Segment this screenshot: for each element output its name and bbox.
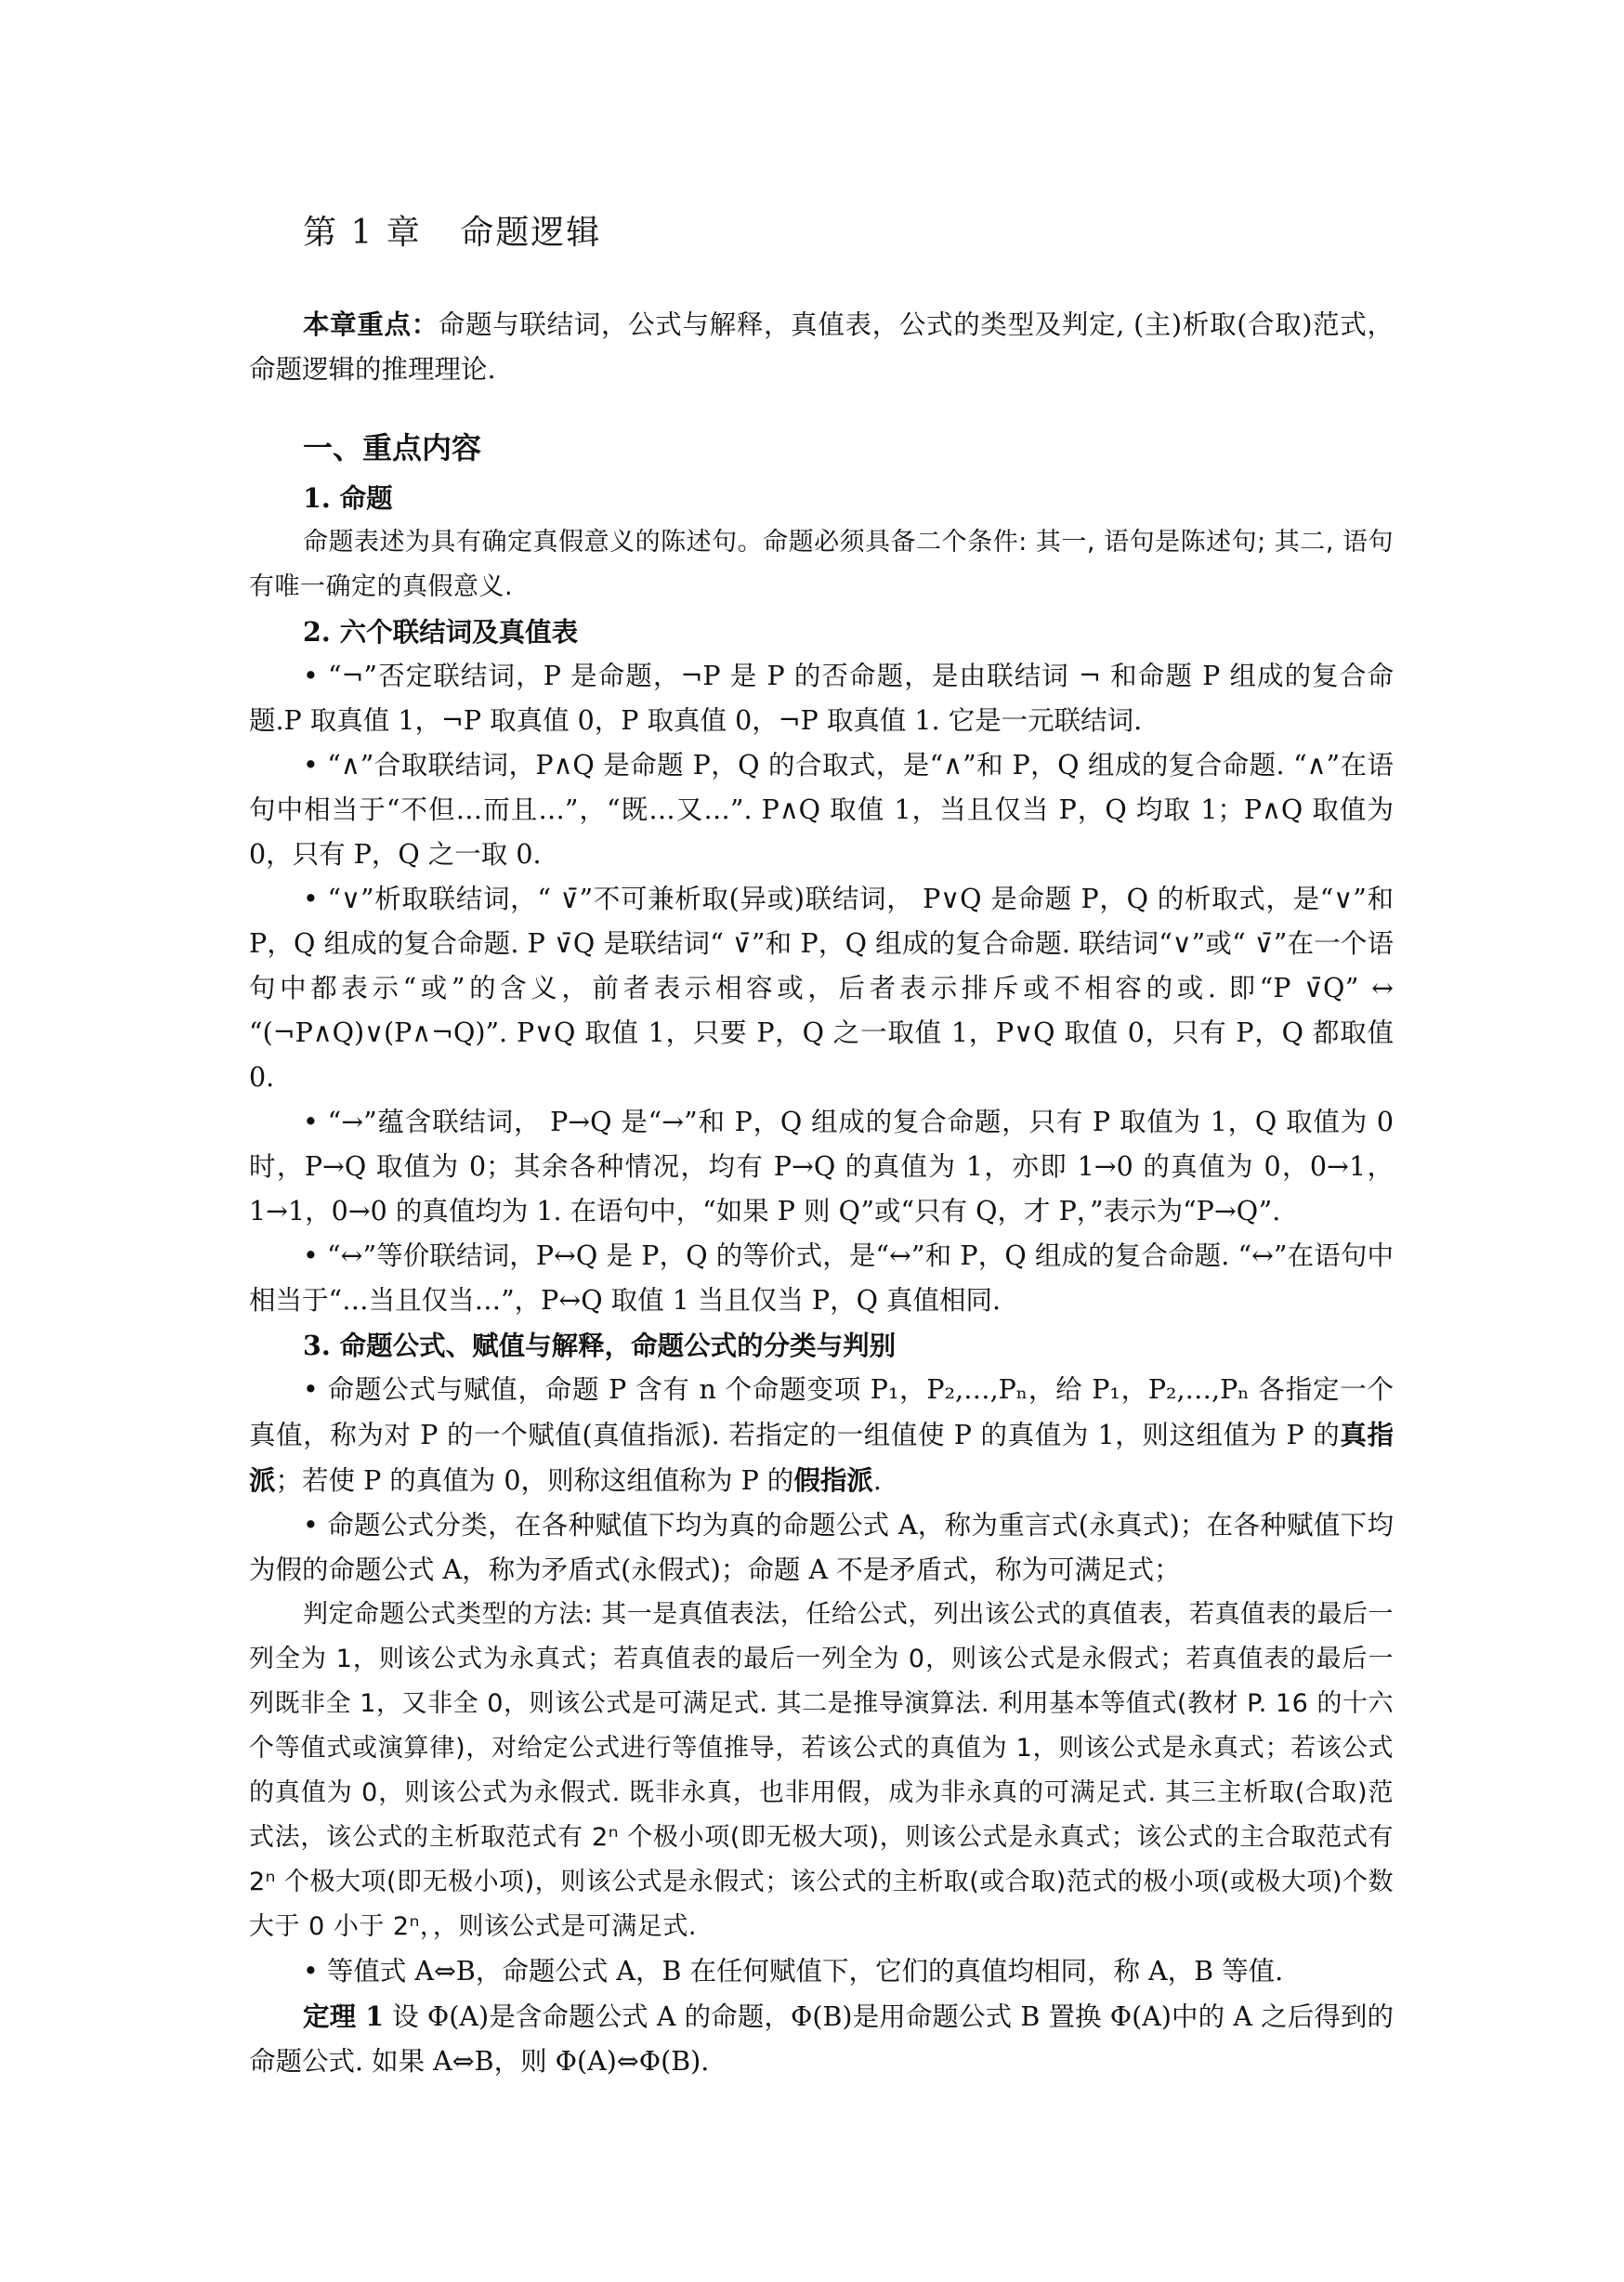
paragraph-implication: • “→”蕴含联结词， P→Q 是“→”和 P，Q 组成的复合命题，只有 P 取值为 1，Q 取值为 0 时，P→Q 取值为 0；其余各种情况，均有 P→Q 的真值为 1，亦即 1→0 的真值为 0，0→1，1→1，0→0 的真值均为 1. 在语句中，“如果 P 则 Q”或“只有 Q，才 P，”表示为“P→Q”. (249, 1107, 1394, 1226)
theorem-text: 设 Φ(A)是含命题公式 A 的命题，Φ(B)是用命题公式 B 置换 Φ(A)中的 A 之后得到的命题公式. 如果 A⇔B，则 Φ(A)⇔Φ(B). (249, 2001, 1394, 2077)
assignment-text-c: . (872, 1465, 882, 1496)
false-assignment-term: 假指派 (793, 1464, 873, 1496)
true-assignment-term: 真指派 (249, 1419, 1394, 1496)
focus-label: 本章重点： (303, 308, 439, 340)
paragraph-assignment (249, 1368, 1394, 1503)
section-title: 一、重点内容 (303, 430, 482, 466)
paragraph-equivalent-formula: • 等值式 A⇔B，命题公式 A，B 在任何赋值下，它们的真值均相同，称 A，B 等值. (303, 1956, 1284, 1987)
focus-text: 命题与联结词，公式与解释，真值表，公式的类型及判定, (主)析取(合取)范式，命题逻辑的推理理论. (249, 309, 1394, 385)
page-content (249, 206, 1394, 2084)
paragraph-proposition: 命题表述为具有确定真假意义的陈述句。命题必须具备二个条件: 其一, 语句是陈述句; 其二, 语句有唯一确定的真假意义. (249, 528, 1394, 601)
theorem-label: 定理 1 (303, 2000, 385, 2032)
paragraph-classification: • 命题公式分类，在各种赋值下均为真的命题公式 A，称为重言式(永真式)；在各种赋值下均为假的命题公式 A，称为矛盾式(永假式)；命题 A 不是矛盾式，称为可满足式； (249, 1510, 1394, 1585)
paragraph-methods: 判定命题公式类型的方法: 其一是真值表法，任给公式，列出该公式的真值表，若真值表的最后一列全为 1，则该公式为永真式；若真值表的最后一列全为 0，则该公式是永假式；若真值表的最后一列既非全 1，又非全 0，则该公式是可满足式. 其二是推导演算法. 利用基本等值式(教材 P. 16 的十六个等值式或演算律)，对给定公式进行等值推导，若该公式的真值为 1，则该公式是永真式；若该公式的真值为 0，则该公式为永假式. 既非永真，也非用假，成为非永真的可满足式. 其三主析取(合取)范式法，该公式的主析取范式有 2ⁿ 个极小项(即无极大项)，则该公式是永真式；该公式的主合取范式有 2ⁿ 个极大项(即无极小项)，则该公式是永假式；该公式的主析取(或合取)范式的极小项(或极大项)个数大于 0 小于 2ⁿ，，则该公式是可满足式. (249, 1600, 1394, 1941)
chapter-focus (249, 302, 1394, 392)
theorem-1 (249, 1994, 1394, 2084)
subsection-title-connectives: 2. 六个联结词及真值表 (303, 616, 579, 648)
paragraph-disjunction: • “∨”析取联结词，“ ∨̄”不可兼析取(异或)联结词， P∨Q 是命题 P，Q 的析取式，是“∨”和 P，Q 组成的复合命题. P ∨̄Q 是联结词“ ∨̄”和 P，Q 组成的复合命题. 联结词“∨”或“ ∨̄”在一个语句中都表示“或”的含义，前者表示相容或，后者表示排斥或不相容的或. 即“P ∨̄Q” ↔ “(¬P∧Q)∨(P∧¬Q)”. P∨Q 取值 1，只要 P，Q 之一取值 1，P∨Q 取值 0，只有 P，Q 都取值 0. (249, 884, 1394, 1093)
assignment-text-a: • 命题公式与赋值，命题 P 含有 n 个命题变项 P₁，P₂,…,Pₙ，给 P₁，P₂,…,Pₙ 各指定一个真值，称为对 P 的一个赋值(真值指派). 若指定的一组值使 P 的真值为 1，则这组值为 P 的 (249, 1374, 1394, 1450)
assignment-text-b: ；若使 P 的真值为 0，则称这组值称为 P 的 (275, 1465, 794, 1496)
paragraph-negation: • “¬”否定联结词，P 是命题，¬P 是 P 的否命题，是由联结词 ¬ 和命题 P 组成的复合命题.P 取真值 1，¬P 取真值 0，P 取真值 0，¬P 取真值 1. 它是一元联结词. (249, 661, 1394, 736)
subsection-title-proposition: 1. 命题 (303, 482, 393, 514)
chapter-heading (303, 206, 1394, 254)
paragraph-equivalence: • “↔”等价联结词，P↔Q 是 P，Q 的等价式，是“↔”和 P，Q 组成的复合命题. “↔”在语句中相当于“…当且仅当…”，P↔Q 取值 1 当且仅当 P，Q 真值相同. (249, 1240, 1394, 1316)
paragraph-conjunction: • “∧”合取联结词，P∧Q 是命题 P，Q 的合取式，是“∧”和 P，Q 组成的复合命题. “∧”在语句中相当于“不但…而且…”，“既…又…”. P∧Q 取值 1，当且仅当 P，Q 均取 1；P∧Q 取值为 0，只有 P，Q 之一取 0. (249, 750, 1394, 870)
chapter-title: 命题逻辑 (460, 214, 602, 252)
subsection-title-formulas: 3. 命题公式、赋值与解释，命题公式的分类与判别 (303, 1330, 897, 1361)
chapter-number: 第 1 章 (303, 214, 422, 252)
